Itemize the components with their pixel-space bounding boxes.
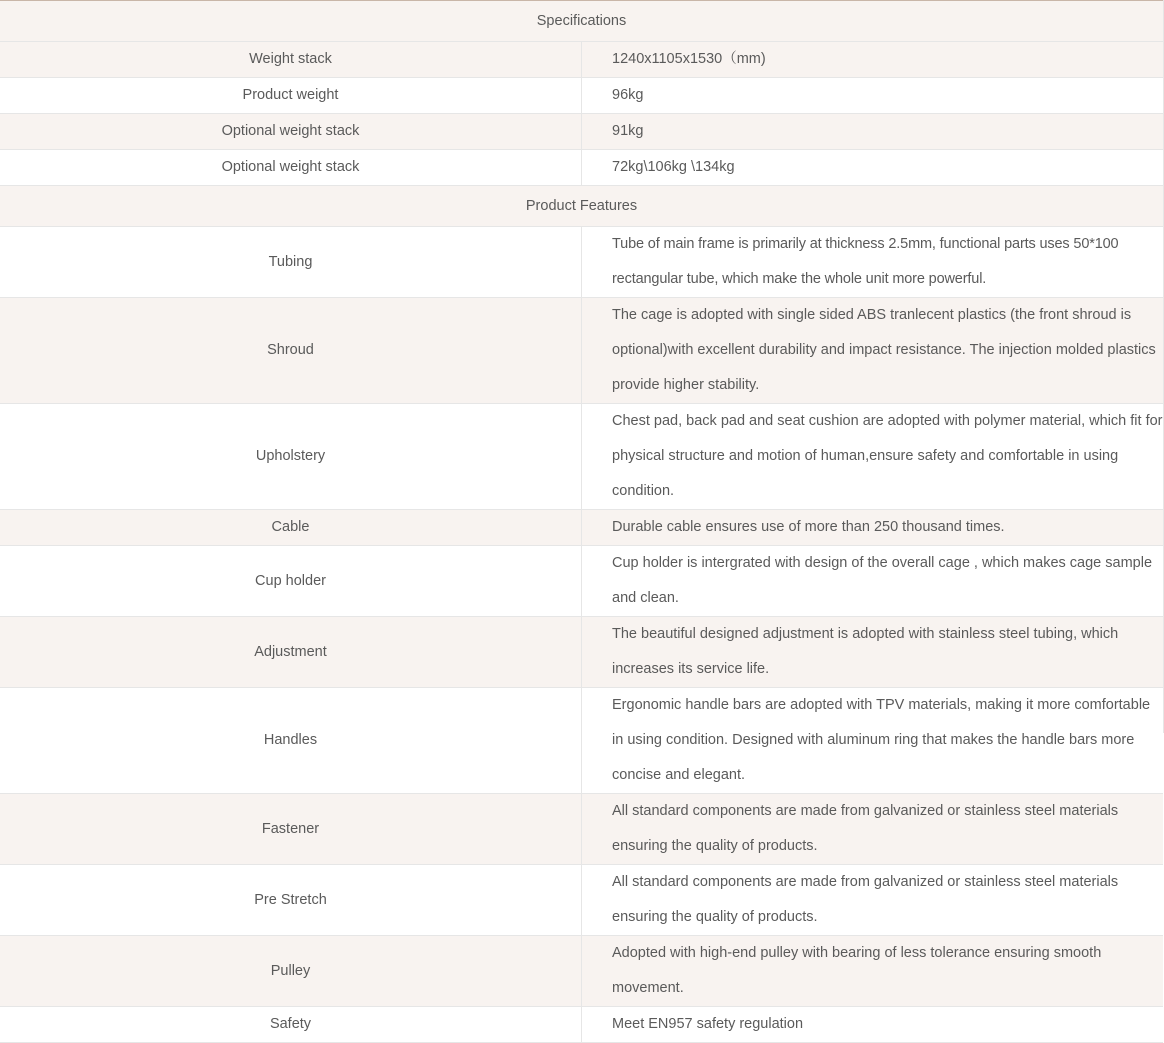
row-label: Tubing [0,227,582,298]
row-value: Meet EN957 safety regulation [582,1007,1164,1043]
row-label: Safety [0,1007,582,1043]
row-label: Handles [0,688,582,794]
table-row [0,510,1163,546]
row-label: Pre Stretch [0,865,582,936]
table-row [0,150,1163,186]
row-value: Ergonomic handle bars are adopted with TPV materials, making it more comfortable in using condition. Designed with aluminum ring that makes the handle bars more concise and elegant. [582,688,1164,794]
row-value: Chest pad, back pad and seat cushion are adopted with polymer material, which fit for physical structure and motion of human,ensure safety and comfortable in using condition. [582,404,1164,510]
row-value: The beautiful designed adjustment is adopted with stainless steel tubing, which increases its service life. [582,617,1164,688]
table-row [0,546,1163,617]
row-label: Fastener [0,794,582,865]
row-value: All standard components are made from galvanized or stainless steel materials ensuring the quality of products. [582,794,1164,865]
specifications-heading: Specifications [0,1,1163,42]
row-value: Cup holder is intergrated with design of the overall cage , which makes cage sample and clean. [582,546,1164,617]
table-row [0,936,1163,1007]
table-row [0,298,1163,404]
row-label: Cup holder [0,546,582,617]
row-value: Adopted with high-end pulley with bearing of less tolerance ensuring smooth movement. [582,936,1164,1007]
features-header-row [0,186,1163,227]
table-row [0,617,1163,688]
table-row [0,227,1163,298]
row-label: Optional weight stack [0,150,582,186]
row-label: Upholstery [0,404,582,510]
row-value: Durable cable ensures use of more than 250 thousand times. [582,510,1164,546]
row-label: Cable [0,510,582,546]
row-label: Pulley [0,936,582,1007]
specifications-header-row [0,1,1163,42]
row-label: Optional weight stack [0,114,582,150]
row-value: 1240x1105x1530（mm) [582,42,1164,78]
table-row [0,114,1163,150]
table-row [0,404,1163,510]
features-heading: Product Features [0,186,1163,227]
row-value: 96kg [582,78,1164,114]
table-row [0,42,1163,78]
row-value: The cage is adopted with single sided ABS tranlecent plastics (the front shroud is optional)with excellent durability and impact resistance. The injection molded plastics provide higher stability. [582,298,1164,404]
table-row [0,1007,1163,1043]
row-value: 72kg\106kg \134kg [582,150,1164,186]
row-value: Tube of main frame is primarily at thickness 2.5mm, functional parts uses 50*100 rectangular tube, which make the whole unit more powerful. [582,227,1164,298]
table-row [0,78,1163,114]
row-label: Product weight [0,78,582,114]
row-value: All standard components are made from galvanized or stainless steel materials ensuring the quality of products. [582,865,1164,936]
spec-table [0,1,1163,1043]
row-value: 91kg [582,114,1164,150]
row-label: Adjustment [0,617,582,688]
table-row [0,865,1163,936]
table-row [0,688,1163,794]
table-row [0,794,1163,865]
row-label: Shroud [0,298,582,404]
row-label: Weight stack [0,42,582,78]
